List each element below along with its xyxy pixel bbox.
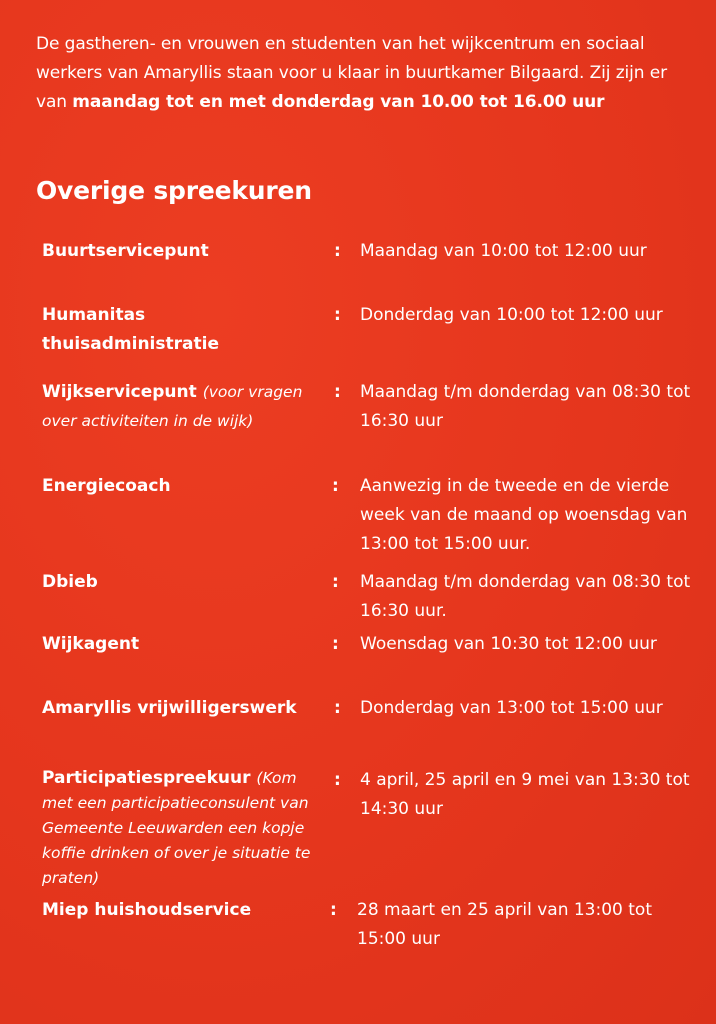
entry-value: Woensdag van 10:30 tot 12:00 uur	[360, 634, 657, 654]
separator: :	[334, 305, 341, 325]
entry-value: Maandag t/m donderdag van 08:30 tot 16:30 uur	[360, 382, 691, 431]
entry-label: Wijkservicepunt (voor vragen over activiteiten in de wijk)	[42, 382, 303, 430]
intro-text: De gastheren- en vrouwen en studenten van het wijkcentrum en sociaal werkers van Amaryllis staan voor u klaar in buurtkamer Bilgaard. Zij zijn er van	[36, 34, 667, 112]
separator: :	[334, 698, 341, 718]
separator: :	[334, 770, 341, 790]
entry-label: Energiecoach	[42, 476, 171, 496]
entry-value: 4 april, 25 april en 9 mei van 13:30 tot 14:30 uur	[360, 770, 690, 819]
entry-label: Amaryllis vrijwilligerswerk	[42, 698, 297, 718]
entry-value: Donderdag van 10:00 tot 12:00 uur	[360, 305, 663, 325]
entry-label: Miep huishoudservice	[42, 900, 252, 920]
separator: :	[330, 900, 337, 920]
entry-note: (voor vragen over activiteiten in de wijk)	[42, 383, 303, 430]
entry-label: Wijkagent	[42, 634, 140, 654]
intro-text-bold: maandag tot en met donderdag van 10.00 tot 16.00 uur	[72, 92, 605, 112]
entry-value: Aanwezig in de tweede en de vierde week van de maand op woensdag van 13:00 tot 15:00 uur.	[360, 476, 688, 554]
entry-label: Humanitas thuisadministratie	[42, 305, 219, 354]
entry-label: Buurtservicepunt	[42, 241, 209, 261]
entry-value: Donderdag van 13:00 tot 15:00 uur	[360, 698, 663, 718]
entry-value: Maandag van 10:00 tot 12:00 uur	[360, 241, 647, 261]
separator: :	[332, 634, 339, 654]
entry-value: Maandag t/m donderdag van 08:30 tot 16:30 uur.	[360, 572, 691, 621]
section-title: Overige spreekuren	[36, 176, 312, 205]
separator: :	[332, 572, 339, 592]
intro-paragraph	[36, 30, 686, 117]
entry-note: (Kom met een participatieconsulent van Gemeente Leeuwarden een kopje koffie drinken of over je situatie te praten)	[42, 769, 311, 887]
entry-label: Participatiespreekuur (Kom met een participatieconsulent van Gemeente Leeuwarden een kopje koffie drinken of over je situatie te praten)	[42, 768, 311, 887]
separator: :	[332, 476, 339, 496]
entry-label: Dbieb	[42, 572, 98, 592]
separator: :	[334, 382, 341, 402]
entry-value: 28 maart en 25 april van 13:00 tot 15:00 uur	[357, 900, 652, 949]
separator: :	[334, 241, 341, 261]
